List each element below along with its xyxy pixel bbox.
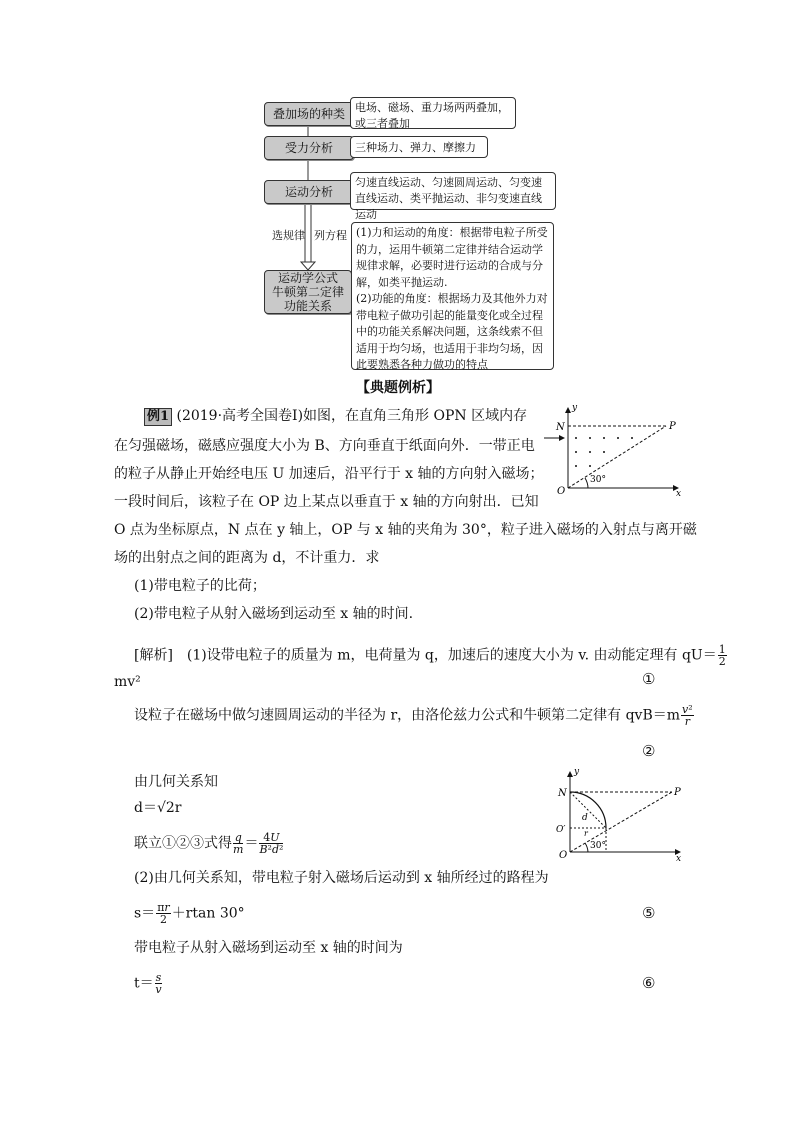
question-2: (2)带电粒子从射入磁场到运动至 x 轴的时间. — [134, 606, 414, 622]
flow-box-field-types: 叠加场的种类 — [264, 102, 354, 126]
frac-v2-r: $\frac{\text{v²}}{r}$ — [682, 703, 693, 728]
section-title: 【典题例析】 — [356, 380, 440, 396]
frac-half: $\frac{1}{2}$ — [718, 643, 726, 668]
example-line1 — [144, 406, 527, 426]
method-kinematics: 运动学公式 — [277, 271, 338, 285]
example-line5: O 点为坐标原点，N 点在 y 轴上，OP 与 x 轴的夹角为 30°，粒子进入磁场的入射点与离开磁 — [114, 522, 697, 538]
marker-5: ⑤ — [642, 904, 656, 922]
marker-2: ② — [642, 742, 656, 760]
method-desc-energy: (2)功能的角度：根据场力及其他外力对带电粒子做功引起的能量变化或全过程中的功能关系解决问题，这条线索不但适用于均匀场，也适用于非均匀场，因此要熟悉各种力做功的特点 — [356, 292, 548, 371]
frac-q-m: $\frac{q}{m}$ — [233, 831, 244, 856]
method-energy: 功能关系 — [283, 299, 332, 313]
solution-line3: 由几何关系知 — [134, 774, 218, 790]
fig2-angle-label: 30° — [590, 841, 606, 851]
solution-line5: 联立①②③式得 $\frac{q}{m}$ ＝ $\frac{4U}{\text{B²d²}}$ — [134, 831, 284, 856]
figure-1-magnetic-field — [540, 402, 690, 498]
solution-text-1: [解析] (1)设带电粒子的质量为 m，电荷量为 q，加速后的速度大小为 v. 由动能定理有 qU＝ — [134, 647, 717, 664]
flow-desc-field-types: 电场、磁场、重力场两两叠加，或三者叠加 — [350, 97, 516, 129]
solution-text-2: 设粒子在磁场中做匀速圆周运动的半径为 r，由洛伦兹力公式和牛顿第二定律有 qvB＝m — [134, 707, 681, 724]
fig2-O-label: O — [559, 850, 568, 861]
flow-desc-methods — [351, 222, 554, 370]
marker-6: ⑥ — [642, 974, 656, 992]
solution-text-7: s＝ — [134, 905, 156, 922]
fig2-r-label: r — [584, 829, 588, 838]
fig1-N-label: N — [556, 422, 565, 433]
example-line3: 的粒子从静止开始经电压 U 加速后，沿平行于 x 轴的方向射入磁场； — [114, 466, 544, 482]
fig1-x-label: x — [676, 489, 682, 498]
fig2-O-prime-label: O′ — [556, 825, 566, 835]
flow-desc-motion-analysis: 匀速直线运动、匀速圆周运动、匀变速直线运动、类平抛运动、非匀变速直线运动 — [350, 172, 556, 210]
fig2-P-label: P — [674, 787, 681, 798]
fig2-N-label: N — [558, 788, 567, 799]
flow-desc-force-analysis: 三种场力、弹力、摩擦力 — [350, 136, 488, 158]
example-line4: 一段时间后，该粒子在 OP 边上某点以垂直于 x 轴的方向射出．已知 — [114, 494, 539, 510]
solution-line1-tail: mv² — [114, 674, 141, 690]
method-newton: 牛顿第二定律 — [271, 285, 344, 299]
figure-2-geometry — [552, 766, 688, 862]
fig1-angle-label: 30° — [590, 475, 606, 485]
solution-line6: (2)由几何关系知，带电粒子射入磁场后运动到 x 轴所经过的路程为 — [134, 870, 549, 886]
example-line2: 在匀强磁场，磁感应强度大小为 B、方向垂直于纸面向外．一带正电 — [114, 438, 535, 454]
solution-text-5: 联立①②③式得 — [134, 835, 232, 852]
example-badge: 例1 — [144, 408, 172, 426]
solution-line2 — [134, 704, 695, 727]
solution-line8: 带电粒子从射入磁场到运动至 x 轴的时间为 — [134, 940, 403, 956]
fig1-O-label: O — [557, 486, 566, 497]
solution-text-9: t＝ — [134, 975, 154, 992]
flow-label-list-equation: 列方程 — [314, 229, 347, 242]
solution-text-7b: ＋rtan 30° — [171, 905, 245, 922]
method-desc-force: (1)力和运动的角度：根据带电粒子所受的力，运用牛顿第二定律并结合运动学规律求解，必要时进行运动的合成与分解，如类平抛运动. — [356, 226, 548, 289]
example-line6: 场的出射点之间的距离为 d，不计重力．求 — [114, 550, 380, 566]
flow-label-choose-law: 选规律 — [272, 229, 305, 242]
fig2-x-label: x — [676, 854, 682, 862]
solution-line4: d＝√2r — [134, 800, 182, 816]
solution-line7 — [134, 902, 245, 925]
fig2-y-label: y — [574, 767, 580, 777]
fig1-y-label: y — [572, 403, 578, 413]
frac-4U: $\frac{4U}{\text{B²d²}}$ — [259, 831, 284, 856]
fig1-P-label: P — [669, 421, 676, 432]
fig2-d-label: d — [582, 813, 588, 823]
flow-box-methods — [264, 270, 352, 314]
frac-pi-r: $\frac{\pi r}{2}$ — [157, 901, 170, 926]
solution-line1 — [134, 644, 728, 667]
frac-s-v: $\frac{s}{v}$ — [155, 971, 162, 996]
example-source: (2019·高考全国卷Ⅰ) — [176, 408, 304, 424]
question-1: (1)带电粒子的比荷； — [134, 578, 266, 594]
flow-box-motion-analysis: 运动分析 — [264, 180, 354, 204]
marker-1: ① — [642, 670, 656, 688]
example-text-1: 如图，在直角三角形 OPN 区域内存 — [303, 408, 528, 424]
solution-line9 — [134, 972, 163, 995]
flow-box-force-analysis: 受力分析 — [264, 136, 354, 160]
